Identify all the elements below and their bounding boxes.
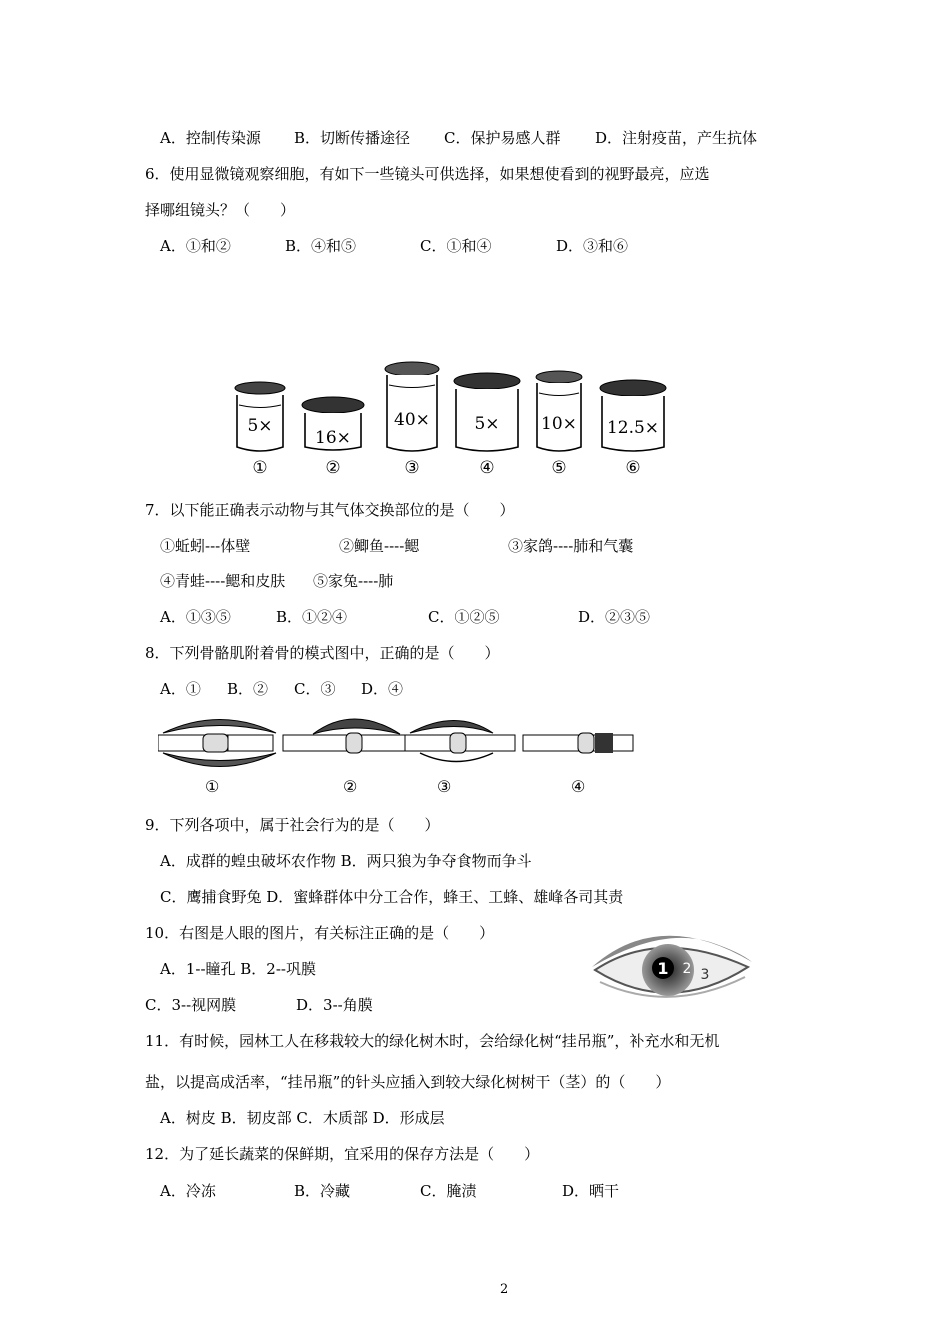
q6-option-a: A．①和② (160, 237, 231, 255)
muscle-bone-figure (158, 712, 638, 774)
q10-line1: A．1--瞳孔 B．2--巩膜 (160, 960, 316, 978)
muscle-model-1 (158, 720, 276, 767)
q8-option-a: A．① (160, 680, 201, 698)
q9-line1: A．成群的蝗虫破坏农作物 B．两只狼为争夺食物而争斗 (160, 852, 532, 870)
page-number: 2 (500, 1282, 509, 1297)
q6-stem-line2: 择哪组镜头？（ ） (145, 201, 296, 219)
lens-5 (536, 371, 582, 478)
lens-1-num: ① (252, 458, 268, 478)
q8-option-b: B．② (227, 680, 269, 698)
q7-item-4: ④青蛙----鳃和皮肤 (160, 572, 286, 590)
q6-stem-line1: 6．使用显微镜观察细胞，有如下一些镜头可供选择，如果想使看到的视野最亮，应选 (145, 165, 710, 183)
q9-line2: C．鹰捕食野兔 D．蜜蜂群体中分工合作，蜂王、工蜂、雄峰各司其责 (160, 888, 624, 906)
q8-figure-label-2: ② (343, 777, 358, 796)
lens-5-num: ⑤ (551, 458, 567, 478)
q6-option-c: C．①和④ (420, 237, 492, 255)
lens-1-mag: 5× (247, 416, 273, 436)
eye-label-1: 1 (657, 959, 669, 978)
q9-stem: 9．下列各项中，属于社会行为的是（ ） (145, 816, 440, 834)
lens-5-mag: 10× (541, 414, 577, 434)
q10-option-d: D．3--角膜 (296, 996, 373, 1014)
q8-figure-label-3: ③ (437, 777, 452, 796)
lens-2 (302, 397, 364, 478)
q7-option-a: A．①③⑤ (160, 608, 231, 626)
lens-4-num: ④ (479, 458, 495, 478)
q11-options: A．树皮 B．韧皮部 C．木质部 D．形成层 (160, 1109, 445, 1127)
q7-item-5: ⑤家兔----肺 (313, 572, 394, 590)
q12-stem: 12．为了延长蔬菜的保鲜期，宜采用的保存方法是（ ） (145, 1145, 540, 1163)
q7-item-1: ①蚯蚓---体壁 (160, 537, 251, 555)
q6-option-d: D．③和⑥ (556, 237, 629, 255)
lens-6 (600, 380, 666, 478)
lens-3-mag: 40× (394, 410, 430, 430)
q8-figure-label-1: ① (205, 777, 220, 796)
lens-1 (235, 382, 285, 478)
muscle-model-2 (283, 719, 413, 753)
q7-option-b: B．①②④ (276, 608, 348, 626)
lens-3 (385, 362, 439, 478)
q8-figure-label-4: ④ (571, 777, 586, 796)
lens-6-mag: 12.5× (606, 418, 660, 438)
q6-option-b: B．④和⑤ (285, 237, 357, 255)
muscle-model-4 (523, 733, 633, 753)
q5-option-a: A．控制传染源 (160, 129, 261, 147)
q8-stem: 8．下列骨骼肌附着骨的模式图中，正确的是（ ） (145, 644, 500, 662)
q11-stem-line1: 11．有时候，园林工人在移栽较大的绿化树木时，会给绿化树“挂吊瓶”，补充水和无机 (145, 1032, 720, 1050)
lens-3-num: ③ (404, 458, 420, 478)
q7-item-3: ③家鸽----肺和气囊 (508, 537, 634, 555)
q12-option-d: D．晒干 (562, 1182, 620, 1200)
q7-stem: 7．以下能正确表示动物与其气体交换部位的是（ ） (145, 501, 515, 519)
q12-option-a: A．冷冻 (160, 1182, 216, 1200)
q5-option-c: C．保护易感人群 (444, 129, 561, 147)
lens-2-mag: 16× (315, 428, 351, 448)
q7-option-d: D．②③⑤ (578, 608, 651, 626)
q10-stem: 10．右图是人眼的图片，有关标注正确的是（ ） (145, 924, 495, 942)
eye-label-2: 2 (682, 961, 692, 977)
q8-option-c: C．③ (294, 680, 336, 698)
eye-label-3: 3 (700, 967, 710, 983)
muscle-model-3 (405, 721, 515, 762)
q12-option-b: B．冷藏 (294, 1182, 351, 1200)
eye-figure (590, 922, 755, 1004)
lens-6-num: ⑥ (625, 458, 641, 478)
lens-2-num: ② (325, 458, 341, 478)
q7-item-2: ②鲫鱼----鳃 (339, 537, 420, 555)
lens-4 (454, 373, 520, 478)
q7-option-c: C．①②⑤ (428, 608, 500, 626)
q11-stem-line2: 盐，以提高成活率，“挂吊瓶”的针头应插入到较大绿化树树干（茎）的（ ） (145, 1073, 671, 1091)
q8-option-d: D．④ (361, 680, 404, 698)
lens-4-mag: 5× (474, 414, 500, 434)
q12-option-c: C．腌渍 (420, 1182, 477, 1200)
lens-figure (225, 355, 685, 480)
q5-option-d: D．注射疫苗，产生抗体 (595, 129, 758, 147)
q5-option-b: B．切断传播途径 (294, 129, 411, 147)
q10-option-c: C．3--视网膜 (145, 996, 237, 1014)
